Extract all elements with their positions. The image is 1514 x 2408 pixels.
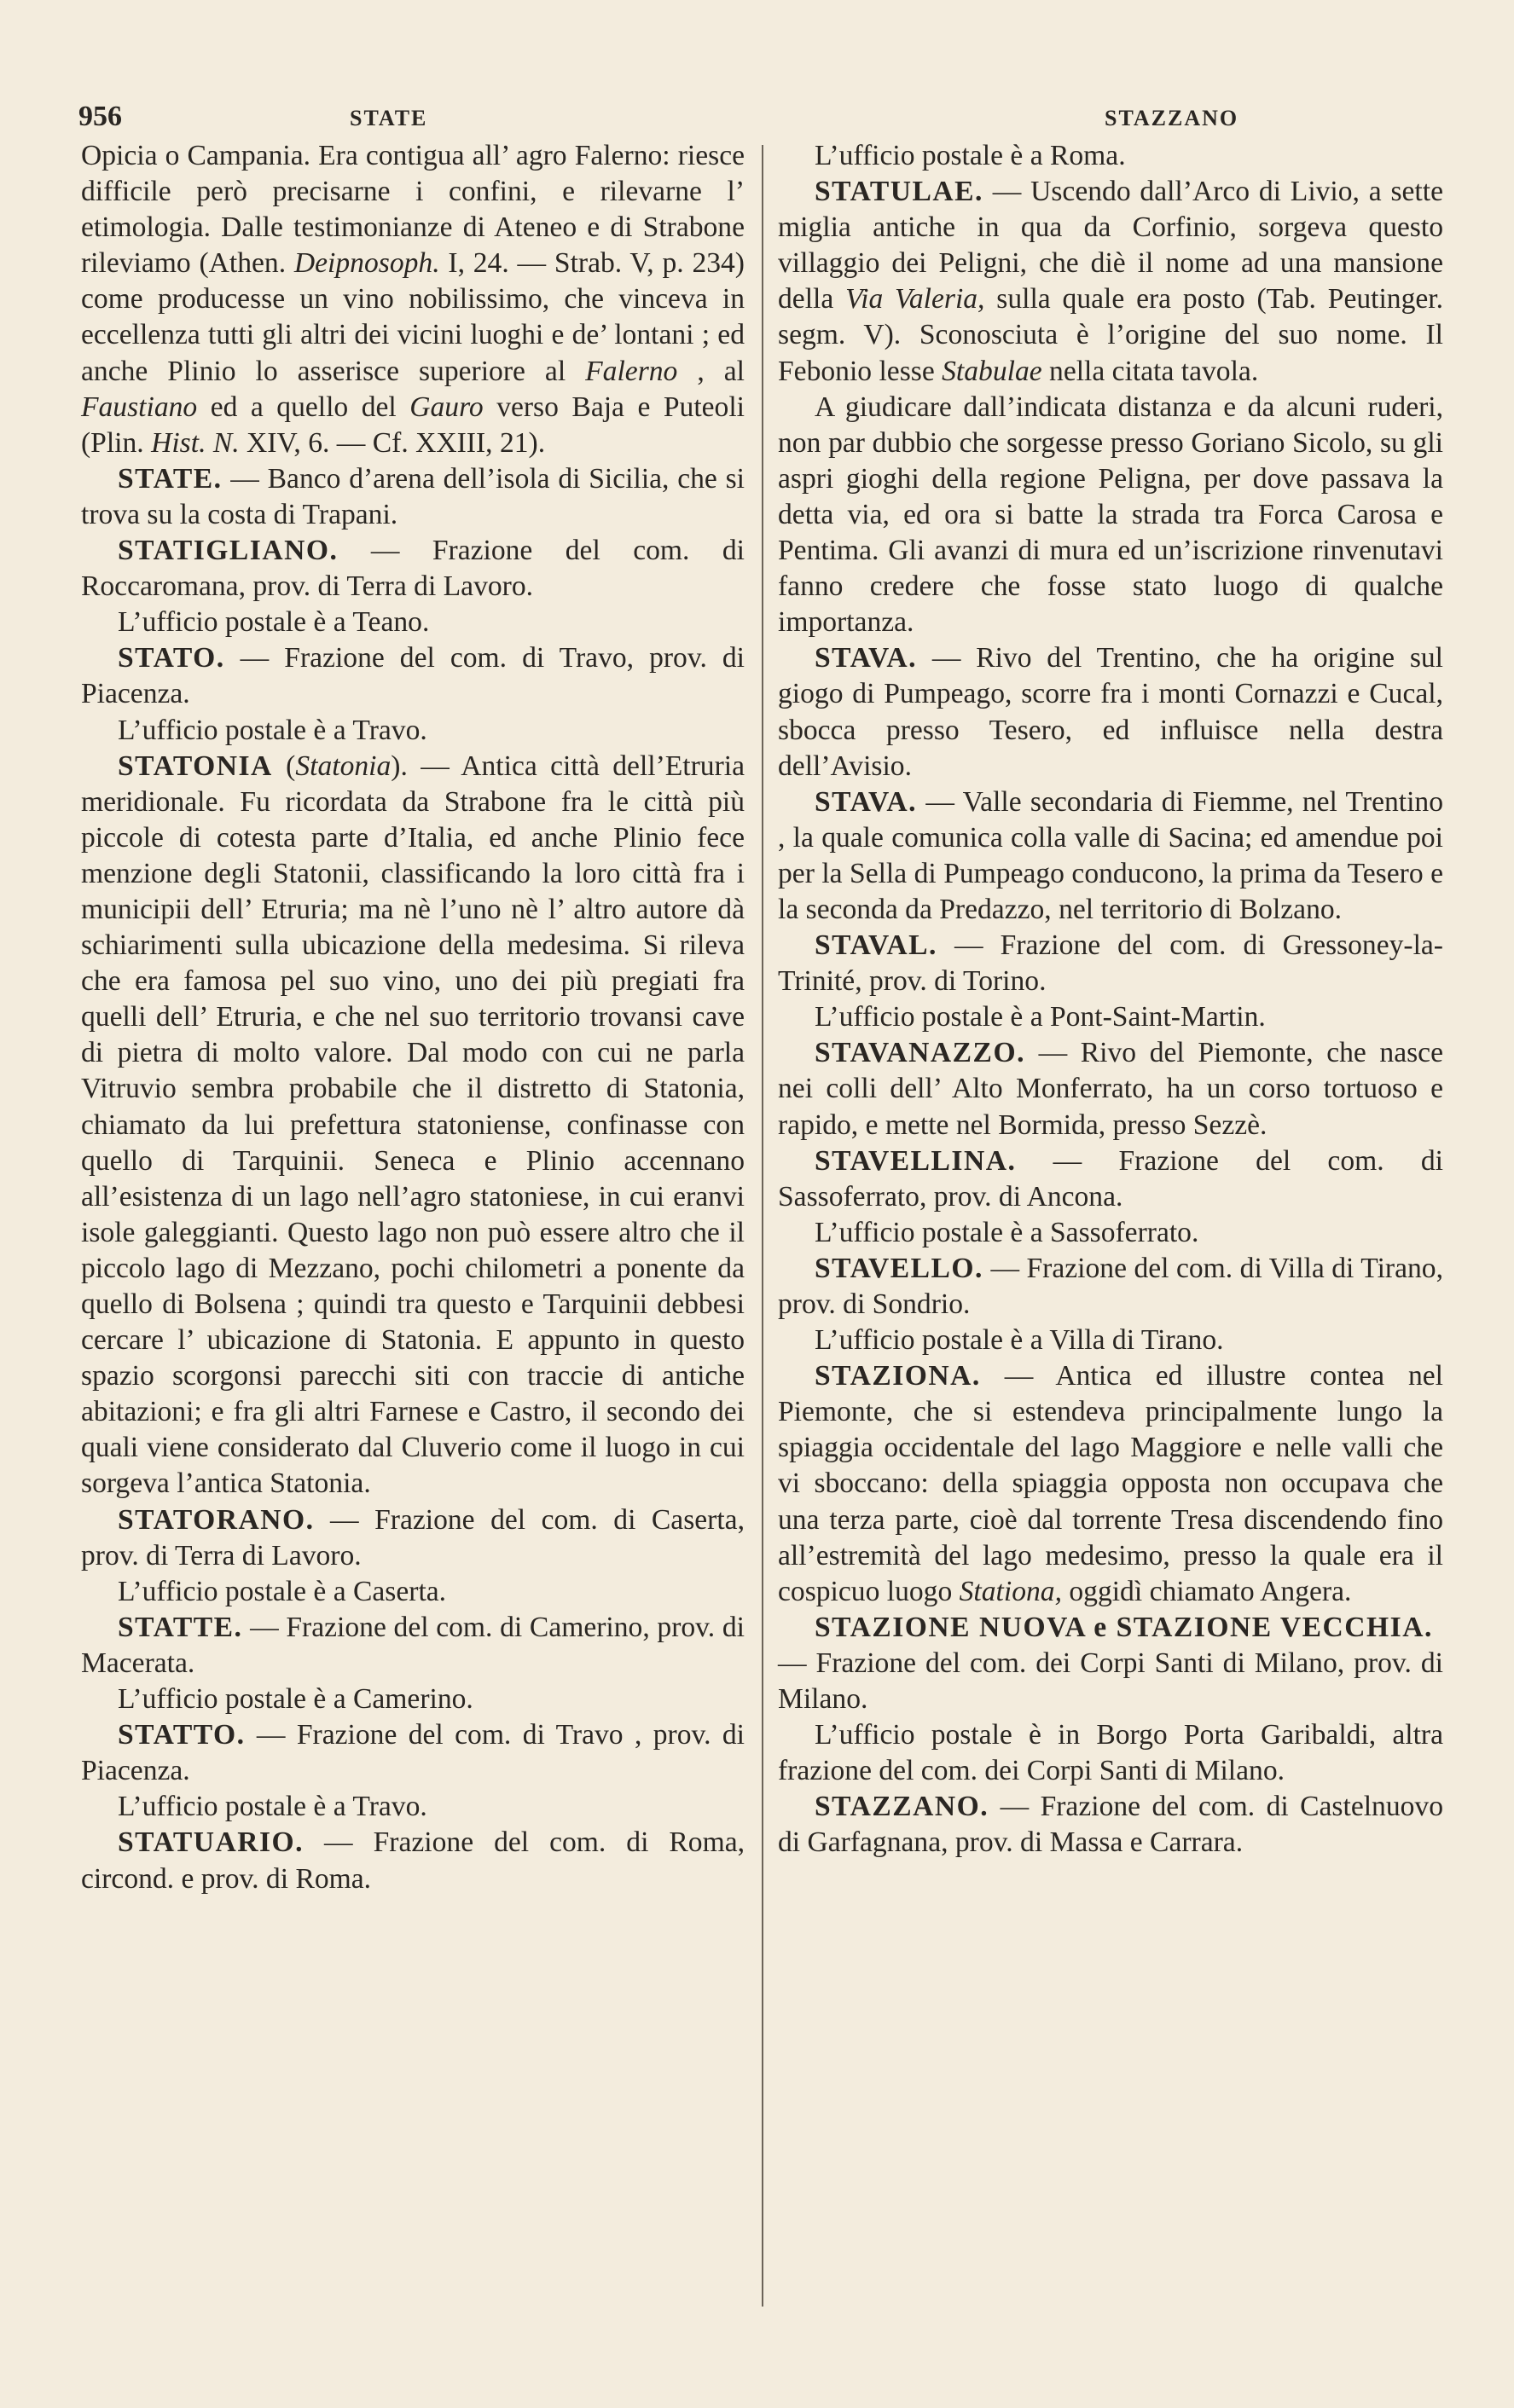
entry-text: — Frazione del com. di Gressoney-la-Trinité, prov. di Torino.: [778, 929, 1443, 998]
entry-headword: STAVA.: [815, 785, 918, 818]
dictionary-entry: [778, 1610, 1443, 1646]
italic-text: Hist. N.: [151, 426, 240, 459]
entry-text: — Frazione del com. di Roma, circond. e prov. di Roma.: [81, 1826, 745, 1895]
italic-text: Deipnosoph.: [293, 247, 440, 280]
dictionary-entry: [778, 784, 1443, 928]
entry-headword: STATUARIO.: [118, 1826, 305, 1859]
entry-text: L’ufficio postale è in Borgo Porta Garibaldi, altra frazione del com. dei Corpi Santi di Milano.: [778, 1719, 1443, 1787]
page-header: [0, 101, 1514, 143]
dictionary-entry: [81, 1610, 745, 1682]
entry-text: , al: [677, 355, 745, 387]
entry-text: ). — Antica città dell’Etruria meridionale. Fu ricordata da Strabone fra le città più piccole di cotesta parte d’Italia, ed anche Plinio fece menzione degli Statonii, classificando la loro città fra i municipii dell’ Etruria; ma nè l’uno nè l’ altro autore dà schiarimenti sulla ubicazione della medesima. Si rileva che era famosa pel suo vino, uno dei più pregiati fra quelli dell’ Etruria, e che nel suo territorio trovansi cave di pietra di molto valore. Dal modo con cui ne parla Vitruvio sembra probabile che il distretto di Statonia, chiamato da lui prefettura statoniense, confinasse con quello di Tarquinii. Seneca e Plinio accennano all’esistenza di un lago nell’agro statoniese, in cui eranvi isole galeggianti. Questo lago non può essere altro che il piccolo lago di Mezzano, pochi chilometri a ponente da quello di Bolsena ; quindi tra questo e Tarquinii debbesi cercare l’ ubicazione di Statonia. E appunto in questo spazio scorgonsi parecchi siti con traccie di antiche abitazioni; e fra gli altri Farnese e Castro, il secondo dei quali viene considerato dal Cluverio come il luogo in cui sorgeva l’antica Statonia.: [81, 750, 745, 1500]
entry-headword: STAVA.: [815, 642, 918, 674]
entry-text: Opicia o Campania. Era contigua all’ agro Falerno: riesce difficile però precisarne i confini, e rilevarne l’ etimologia. Dalle testimonianze di Ateneo e di Strabone rileviamo (Athen.: [81, 140, 745, 280]
dictionary-entry: [81, 1502, 745, 1574]
entry-text: — Antica ed illustre contea nel Piemonte, che si estendeva principalmente lungo la spiaggia occidentale del lago Maggiore e nelle valli che vi sboccano: della spiaggia opposta non occupava che una terza parte, cioè dal torrente Tresa discendendo fino all’estremità del lago medesimo, presso la quale era il cospicuo luogo: [778, 1360, 1443, 1607]
italic-text: Stationa,: [959, 1575, 1062, 1607]
entry-text: nella citata tavola.: [1041, 355, 1259, 387]
italic-text: Via Valeria,: [845, 283, 985, 315]
entry-text: verso Baja e Puteoli (Plin.: [81, 391, 745, 459]
entry-text: L’ufficio postale è a Caserta.: [118, 1575, 447, 1607]
italic-text: Falerno: [585, 355, 678, 387]
entry-text: oggidì chiamato Angera.: [1061, 1575, 1352, 1607]
dictionary-entry: [81, 1682, 745, 1717]
entry-text: I, 24. — Strab. V, p. 234) come producesse un vino nobilissimo, che vinceva in eccellenza tutti gli altri dei vicini luoghi e de’ lontani ; ed anche Plinio lo asserisce superiore al: [81, 247, 745, 387]
entry-text: L’ufficio postale è a Travo.: [118, 1791, 427, 1823]
entry-text: — Rivo del Piemonte, che nasce nei colli dell’ Alto Monferrato, ha un corso tortuoso e rapido, e mette nel Bormida, presso Sezzè.: [778, 1037, 1443, 1141]
entry-headword: STATIGLIANO.: [118, 535, 339, 567]
dictionary-entry: [778, 1215, 1443, 1251]
page-number: 956: [78, 101, 122, 132]
entry-text: — Frazione del com. di Sassoferrato, prov. di Ancona.: [778, 1144, 1443, 1213]
dictionary-entry: [81, 1717, 745, 1789]
dictionary-entry: [778, 1251, 1443, 1323]
entry-headword: STAZIONA.: [815, 1360, 981, 1392]
dictionary-entry: [778, 1646, 1443, 1717]
dictionary-entry: [81, 1825, 745, 1896]
right-column: [778, 138, 1443, 1861]
entry-text: — Frazione del com. di Caserta, prov. di Terra di Lavoro.: [81, 1503, 745, 1572]
dictionary-entry: [778, 1035, 1443, 1143]
entry-text: sulla quale era posto (Tab. Peutinger. segm. V). Sconosciuta è l’origine del suo nome. Il Febonio lesse: [778, 283, 1443, 387]
entry-text: — Frazione del com. di Travo , prov. di Piacenza.: [81, 1719, 745, 1787]
entry-text: — Frazione del com. di Roccaromana, prov. di Terra di Lavoro.: [81, 535, 745, 603]
dictionary-entry: [778, 1717, 1443, 1789]
entry-text: — Rivo del Trentino, che ha origine sul giogo di Pumpeago, scorre fra i monti Cornazzi e Cucal, sbocca presso Tesero, ed influisce nella destra dell’Avisio.: [778, 642, 1443, 782]
entry-text: L’ufficio postale è a Travo.: [118, 714, 427, 746]
entry-text: (: [272, 750, 296, 782]
dictionary-entry: [778, 928, 1443, 999]
entry-text: L’ufficio postale è a Roma.: [815, 140, 1126, 171]
dictionary-entry: [778, 1789, 1443, 1861]
entry-text: — Valle secondaria di Fiemme, nel Trentino , la quale comunica colla valle di Sacina; ed amendue poi per la Sella di Pumpeago conducono, la prima da Tesero e la seconda da Predazzo, nel territorio di Bolzano.: [778, 785, 1443, 925]
entry-text: L’ufficio postale è a Sassoferrato.: [815, 1216, 1199, 1248]
entry-text: — Frazione del com. di Travo, prov. di Piacenza.: [81, 642, 745, 710]
italic-text: Gauro: [409, 391, 484, 423]
entry-text: L’ufficio postale è a Camerino.: [118, 1683, 473, 1716]
entry-headword: STAVANAZZO.: [815, 1037, 1025, 1069]
italic-text: Stabulae: [942, 355, 1042, 387]
dictionary-entry: [81, 533, 745, 605]
dictionary-entry: [81, 640, 745, 712]
entry-text: — Frazione del com. dei Corpi Santi di Milano, prov. di Milano.: [778, 1647, 1443, 1716]
entry-headword: STATONIA: [118, 750, 273, 782]
entry-text: L’ufficio postale è a Villa di Tirano.: [815, 1324, 1224, 1357]
dictionary-entry: [81, 461, 745, 533]
entry-text: ed a quello del: [197, 391, 410, 423]
dictionary-entry: [778, 390, 1443, 641]
dictionary-entry: [778, 640, 1443, 784]
entry-headword: STATULAE.: [815, 176, 983, 208]
dictionary-entry: [778, 1143, 1443, 1215]
running-head-left: STATE: [350, 106, 428, 130]
dictionary-entry: [778, 1323, 1443, 1358]
dictionary-entry: [81, 605, 745, 640]
entry-headword: STATTE.: [118, 1611, 243, 1643]
dictionary-entry: [778, 1358, 1443, 1610]
entry-headword: STATORANO.: [118, 1503, 315, 1536]
column-divider: [762, 145, 763, 2307]
entry-headword: STAVAL.: [815, 929, 937, 962]
entry-headword: STATTO.: [118, 1719, 246, 1751]
italic-text: Faustiano: [81, 391, 198, 423]
dictionary-entry: [81, 1789, 745, 1825]
continued-paragraph: [81, 138, 745, 461]
entry-text: — Frazione del com. di Villa di Tirano, prov. di Sondrio.: [778, 1252, 1443, 1320]
dictionary-entry: [81, 749, 745, 1502]
dictionary-entry: [81, 1574, 745, 1610]
dictionary-entry: [778, 138, 1443, 174]
entry-text: — Frazione del com. di Camerino, prov. di Macerata.: [81, 1611, 745, 1679]
entry-headword: STAVELLINA.: [815, 1144, 1017, 1177]
italic-text: Statonia: [295, 750, 392, 782]
entry-text: A giudicare dall’indicata distanza e da alcuni ruderi, non par dubbio che sorgesse presso Goriano Sicolo, su gli aspri gioghi della regione Peligna, per dove passava la detta via, ed ora si batte la strada tra Forca Carosa e Pentima. Gli avanzi di mura ed un’iscrizione rinvenutavi fanno credere che fosse stato luogo di qualche importanza.: [778, 391, 1443, 639]
running-head-right: STAZZANO: [1105, 106, 1239, 130]
entry-text: — Banco d’arena dell’isola di Sicilia, che si trova su la costa di Trapani.: [81, 462, 745, 530]
left-column: [81, 138, 745, 1897]
entry-text: — Uscendo dall’Arco di Livio, a sette miglia antiche in qua da Corfinio, sorgeva questo villaggio dei Peligni, che diè il nome ad una mansione della: [778, 176, 1443, 315]
entry-headword: STAVELLO.: [815, 1252, 983, 1284]
dictionary-entry: [81, 713, 745, 749]
entry-headword: STATO.: [118, 642, 225, 674]
dictionary-entry: [778, 174, 1443, 390]
entry-headword: STATE.: [118, 462, 223, 495]
entry-text: XIV, 6. — Cf. XXIII, 21).: [239, 426, 546, 459]
entry-text: — Frazione del com. di Castelnuovo di Garfagnana, prov. di Massa e Carrara.: [778, 1791, 1443, 1859]
entry-text: L’ufficio postale è a Teano.: [118, 606, 430, 639]
entry-headword: STAZZANO.: [815, 1791, 989, 1823]
dictionary-entry: [778, 999, 1443, 1035]
entry-text: L’ufficio postale è a Pont-Saint-Martin.: [815, 1001, 1266, 1033]
entry-headword: STAZIONE NUOVA e STAZIONE VECCHIA.: [815, 1611, 1433, 1643]
